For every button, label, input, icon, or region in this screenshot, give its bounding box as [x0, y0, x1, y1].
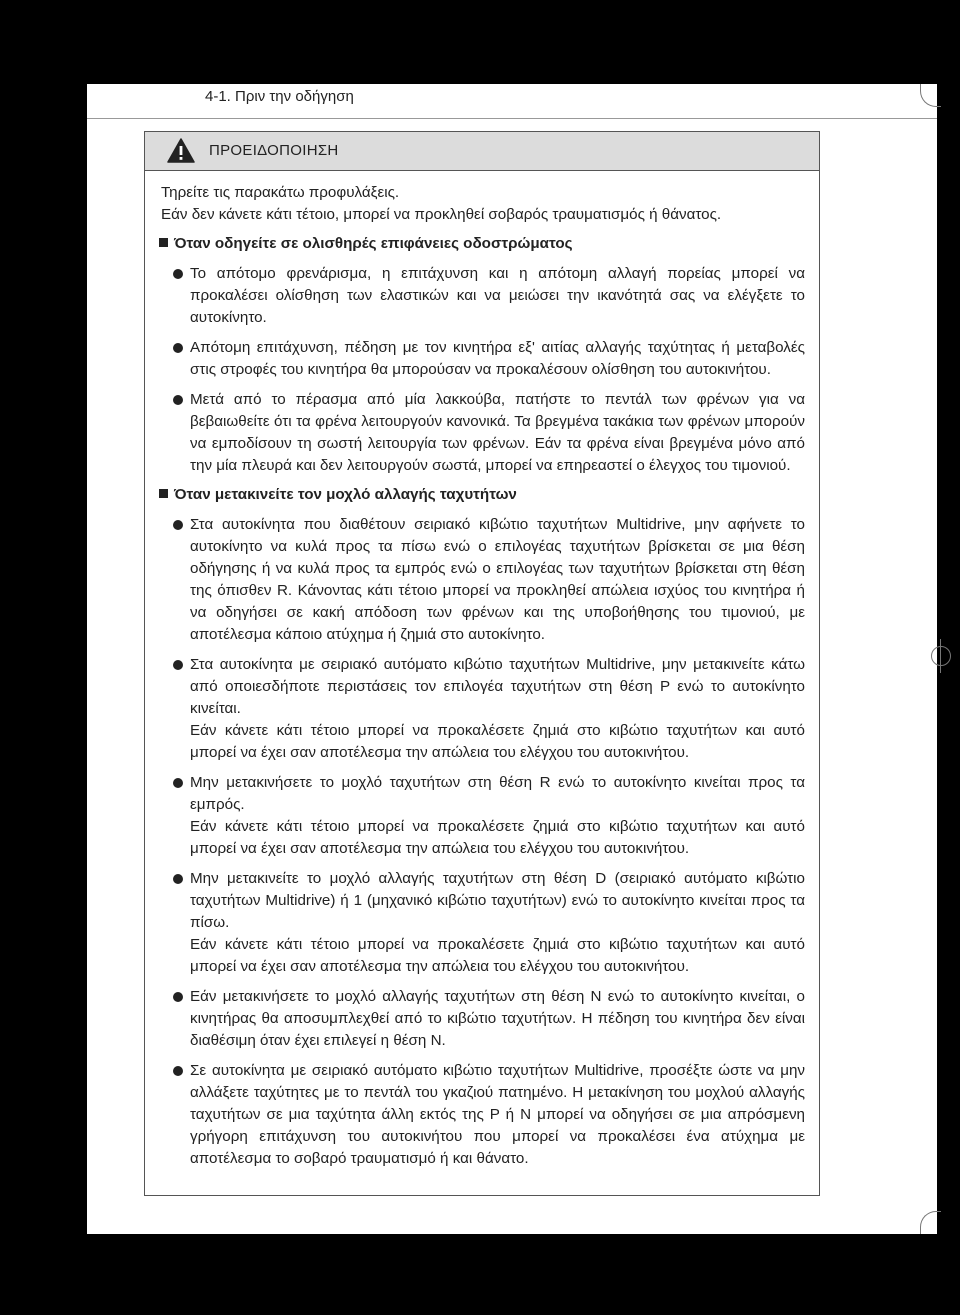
bullet-dot-icon [173, 269, 183, 279]
registration-mark-icon [927, 639, 947, 673]
bullet-text: Απότομη επιτάχυνση, πέδηση με τον κινητήρα εξ' αιτίας αλλαγής ταχύτητας ή μεταβολές στις στροφές του κινητήρα θα μπορούσαν να προκαλέσουν ολίσθηση του αυτοκινήτου. [190, 339, 805, 378]
bullet-item [145, 263, 819, 329]
section-heading [145, 233, 819, 255]
intro-line: Τηρείτε τις παρακάτω προφυλάξεις. [161, 184, 400, 201]
bullet-item [145, 389, 819, 477]
square-bullet-icon [159, 238, 168, 247]
bullet-text: Μην μετακινήσετε το μοχλό ταχυτήτων στη θέση R ενώ το αυτοκίνητο κινείται προς τα εμπρός. Εάν κάνετε κάτι τέτοιο μπορεί να προκαλέσετε ζημιά στο κιβώτιο ταχυτήτων και αυτό μπορεί να έχει σαν αποτέλεσμα την απώλεια του ελέγχου του αυτοκινήτου. [190, 774, 805, 857]
section-heading-text: Όταν μετακινείτε τον μοχλό αλλαγής ταχυτήτων [174, 486, 517, 503]
section-heading-text: Όταν οδηγείτε σε ολισθηρές επιφάνειες οδοστρώματος [174, 235, 573, 252]
crop-mark-top-right-icon [920, 84, 941, 107]
bullet-item [145, 986, 819, 1052]
bullet-dot-icon [173, 395, 183, 405]
bullet-item [145, 514, 819, 646]
manual-page [87, 84, 937, 1234]
bullet-text: Μην μετακινείτε το μοχλό αλλαγής ταχυτήτων στη θέση D (σειριακό αυτόματο κιβώτιο ταχυτήτων Multidrive) ή 1 (μηχανικό κιβώτιο ταχυτήτων) ενώ το αυτοκίνητο κινείται προς τα πίσω. Εάν κάνετε κάτι τέτοιο μπορεί να προκαλέσετε ζημιά στο κιβώτιο ταχυτήτων και αυτό μπορεί να έχει σαν αποτέλεσμα την απώλεια του ελέγχου του αυτοκινήτου. [190, 870, 805, 975]
bullet-item [145, 654, 819, 764]
bullet-dot-icon [173, 660, 183, 670]
warning-title: ΠΡΟΕΙΔΟΠΟΙΗΣΗ [209, 142, 339, 159]
bullet-text: Σε αυτοκίνητα με σειριακό αυτόματο κιβώτιο ταχυτήτων Multidrive, προσέξτε ώστε να μην αλλάξετε ταχύτητες με το πεντάλ του γκαζιού πατημένο. Η μετακίνηση του μοχλού αλλαγής ταχυτήτων σε μια ταχύτητα άλλη εκτός της P ή N μπορεί να οδηγήσει σε μια απρόσμενη γρήγορη επιτάχυνση του αυτοκινήτου που μπορεί να προκαλέσει ένα ατύχημα με αποτέλεσμα το σοβαρό τραυματισμό ή και θάνατο. [190, 1062, 805, 1167]
bullet-text: Το απότομο φρενάρισμα, η επιτάχυνση και η απότομη αλλαγή πορείας μπορεί να προκαλέσει ολίσθηση των ελαστικών και να μειώσει την ικανότητά σας να ελέγξετε το αυτοκίνητο. [190, 265, 805, 326]
intro-line: Εάν δεν κάνετε κάτι τέτοιο, μπορεί να προκληθεί σοβαρός τραυματισμός ή θάνατος. [161, 206, 722, 223]
crop-mark-bottom-right-icon [920, 1211, 941, 1234]
bullet-text: Στα αυτοκίνητα που διαθέτουν σειριακό κιβώτιο ταχυτήτων Multidrive, μην αφήνετε το αυτοκίνητο να κυλά προς τα πίσω ενώ ο επιλογέας ταχυτήτων βρίσκεται σε μια θέση οδήγησης ή να κυλά προς τα εμπρός ενώ ο επιλογέας των ταχυτήτων βρίσκεται στη θέση της όπισθεν R. Κάνοντας κάτι τέτοιο μπορεί να προκληθεί απώλεια ισχύος του κινητήρα ή να οδηγήσει σε κακή απόδοση των φρένων και της υποβοήθησης του τιμονιού, με αποτέλεσμα κάποιο ατύχημα ή ζημιά στο αυτοκίνητο. [190, 516, 805, 643]
bullet-text: Εάν μετακινήσετε το μοχλό αλλαγής ταχυτήτων στη θέση N ενώ το αυτοκίνητο κινείται, ο κινητήρας θα αποσυμπλεχθεί από το κιβώτιο ταχυτήτων. Η πέδηση του κινητήρα δεν είναι διαθέσιμη όταν έχει επιλεγεί η θέση N. [190, 988, 805, 1049]
page-section-title: 4-1. Πριν την οδήγηση [205, 88, 354, 105]
warning-content [145, 182, 819, 1170]
bullet-dot-icon [173, 520, 183, 530]
bullet-text: Μετά από το πέρασμα από μία λακκούβα, πατήστε το πεντάλ των φρένων για να βεβαιωθείτε ότι τα φρένα λειτουργούν κανονικά. Τα βρεγμένα τακάκια των φρένων μπορούν να εμποδίσουν τη σωστή λειτουργία των φρένων. Εάν τα φρένα είναι βρεγμένα μόνο από την μία πλευρά και δεν λειτουργούν σωστά, μπορεί να επηρεαστεί ο έλεγχος του τιμονιού. [190, 391, 805, 474]
bullet-item [145, 868, 819, 978]
warning-triangle-icon [167, 138, 195, 163]
bullet-dot-icon [173, 343, 183, 353]
header-divider [87, 118, 937, 119]
bullet-dot-icon [173, 874, 183, 884]
square-bullet-icon [159, 489, 168, 498]
bullet-item [145, 1060, 819, 1170]
bullet-item [145, 337, 819, 381]
bullet-dot-icon [173, 778, 183, 788]
bullet-item [145, 772, 819, 860]
warning-header [145, 132, 819, 171]
bullet-text: Στα αυτοκίνητα με σειριακό αυτόματο κιβώτιο ταχυτήτων Multidrive, μην μετακινείτε κάτω από οποιεσδήποτε περιστάσεις τον επιλογέα ταχυτήτων στη θέση P ενώ το αυτοκίνητο κινείται. Εάν κάνετε κάτι τέτοιο μπορεί να προκαλέσετε ζημιά στο κιβώτιο ταχυτήτων και αυτό μπορεί να έχει σαν αποτέλεσμα την απώλεια του ελέγχου του αυτοκινήτου. [190, 656, 805, 761]
bullet-dot-icon [173, 992, 183, 1002]
bullet-dot-icon [173, 1066, 183, 1076]
warning-box [144, 131, 820, 1196]
section-heading [145, 484, 819, 506]
